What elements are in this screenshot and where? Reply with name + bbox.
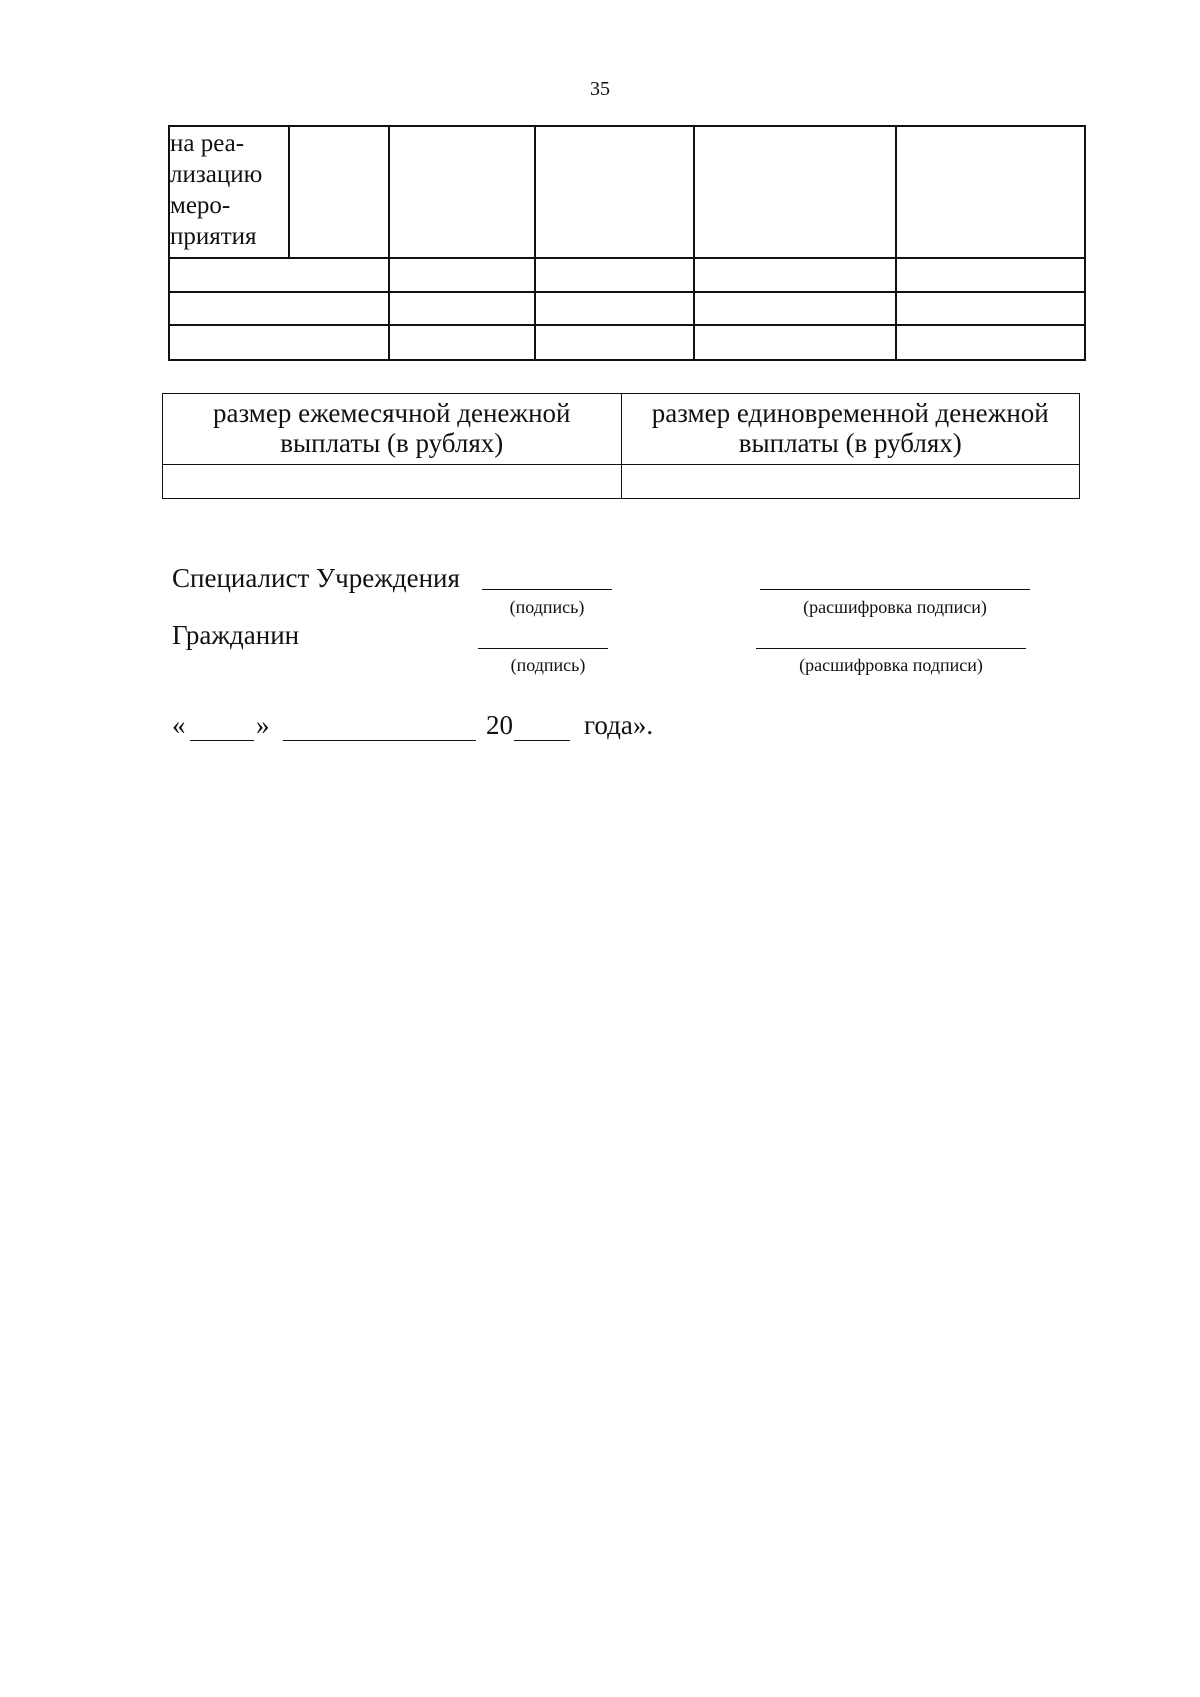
table-col-divider <box>288 125 290 258</box>
table-border-top <box>168 125 1086 127</box>
specialist-decoding-line[interactable] <box>760 589 1030 590</box>
table-col-divider <box>388 125 390 361</box>
measures-table <box>168 125 1086 361</box>
monthly-payment-header <box>163 394 622 465</box>
one-time-payment-value[interactable] <box>621 465 1080 499</box>
table-col-divider <box>693 125 695 361</box>
citizen-decoding-caption: (расшифровка подписи) <box>799 655 983 675</box>
date-close-quote: » <box>256 710 270 740</box>
one-time-header-line: размер единовременной денежной <box>651 398 1049 428</box>
citizen-signature-line[interactable] <box>478 648 608 649</box>
table-row-divider <box>168 257 1086 259</box>
one-time-payment-header <box>621 394 1080 465</box>
table-border-bottom <box>168 359 1086 361</box>
one-time-header-line: выплаты (в рублях) <box>738 428 962 458</box>
table-row-divider <box>168 324 1086 326</box>
table-col-divider <box>895 125 897 361</box>
specialist-label: Специалист Учреждения <box>172 563 460 593</box>
date-open-quote: « <box>172 710 186 740</box>
date-suffix: года». <box>584 710 654 740</box>
citizen-label: Гражданин <box>172 620 300 650</box>
table-border-right <box>1084 125 1086 361</box>
table-col-divider <box>534 125 536 361</box>
monthly-header-line: размер ежемесячной денежной <box>213 398 571 428</box>
table-row-divider <box>168 291 1086 293</box>
specialist-decoding-caption: (расшифровка подписи) <box>803 597 987 617</box>
measure-cell-line: меро- <box>170 192 231 219</box>
year-prefix: 20 <box>486 710 513 740</box>
specialist-signature-line[interactable] <box>482 589 612 590</box>
citizen-signature-caption: (подпись) <box>510 655 586 675</box>
payments-table <box>162 393 1080 499</box>
measure-cell-line: приятия <box>170 223 257 250</box>
measure-cell-line: на реа- <box>170 130 245 157</box>
monthly-header-line: выплаты (в рублях) <box>280 428 504 458</box>
measure-cell-text <box>170 128 262 252</box>
month-blank[interactable] <box>283 740 476 741</box>
measure-cell-line: лизацию <box>170 161 263 188</box>
page-number: 35 <box>590 78 610 100</box>
citizen-decoding-line[interactable] <box>756 648 1026 649</box>
year-blank[interactable] <box>514 740 570 741</box>
monthly-payment-value[interactable] <box>163 465 622 499</box>
day-blank[interactable] <box>190 740 254 741</box>
specialist-signature-caption: (подпись) <box>509 597 585 617</box>
